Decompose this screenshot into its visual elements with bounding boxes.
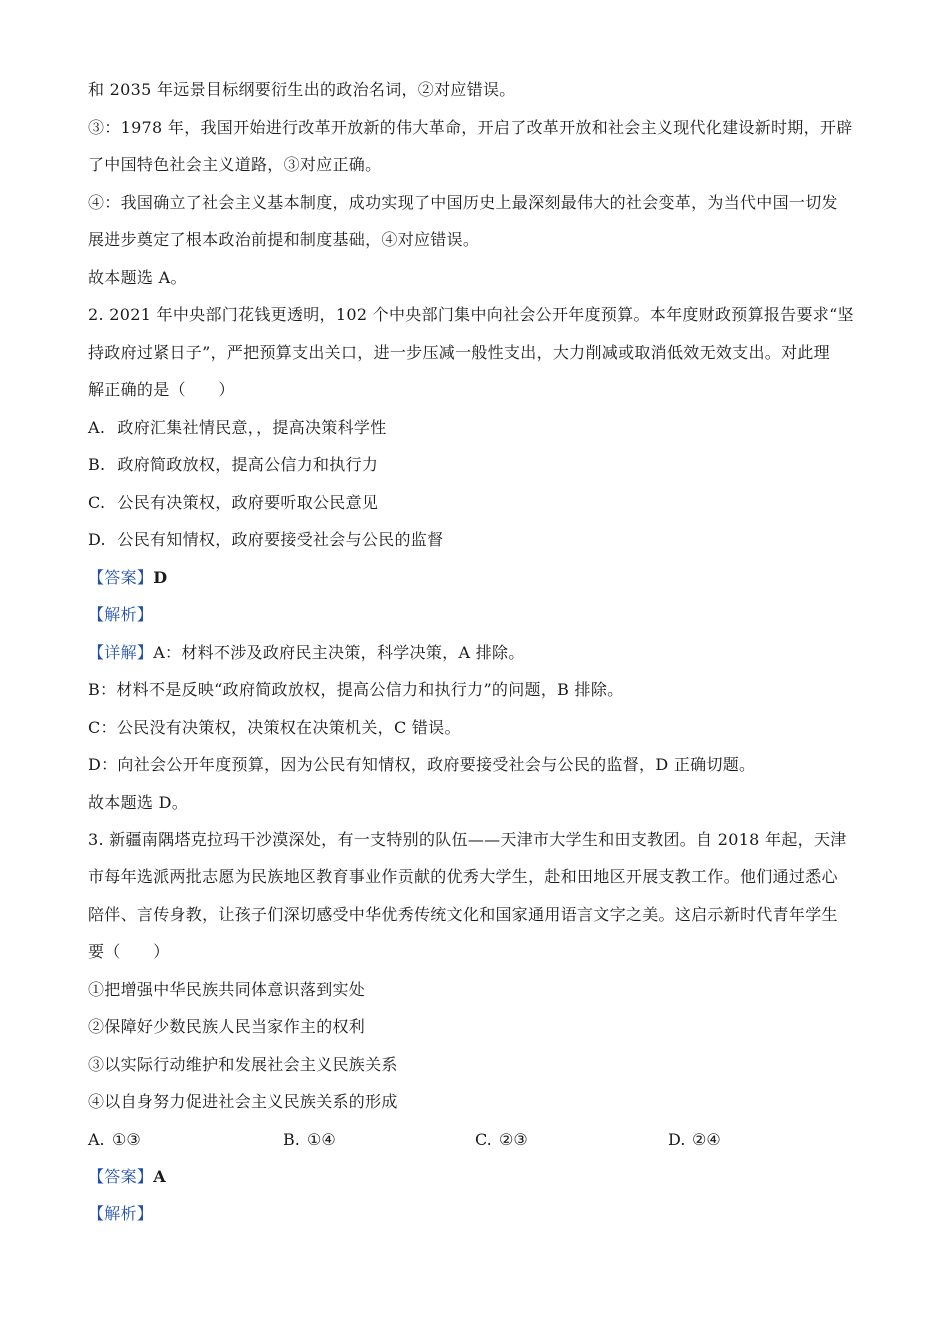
statement-item: ④以自身努力促进社会主义民族关系的形成 (88, 1092, 398, 1111)
choice-text: ②③ (499, 1130, 528, 1149)
choice-text: ①③ (112, 1130, 141, 1149)
detail-tag: 【详解】 (88, 643, 154, 662)
conclusion-text: 故本题选 D。 (88, 793, 189, 812)
option-c (88, 492, 868, 514)
option-label: A. (88, 418, 106, 437)
statement-item: ③以实际行动维护和发展社会主义民族关系 (88, 1055, 398, 1074)
option-label: C. (88, 493, 106, 512)
conclusion-text: 故本题选 A。 (88, 268, 187, 287)
answer-tag: 【答案】 (88, 1167, 154, 1186)
answer-value: D (153, 568, 168, 587)
analysis-tag: 【解析】 (88, 605, 154, 624)
answer-tag: 【答案】 (88, 568, 154, 587)
choice-a (88, 1129, 141, 1151)
choice-label: A. (88, 1130, 105, 1149)
analysis-line: 展进步奠定了根本政治前提和制度基础，④对应错误。 (88, 230, 480, 249)
question-3-stem: 市每年选派两批志愿为民族地区教育事业作贡献的优秀大学生，赴和田地区开展支教工作。他们通过悉心 (88, 867, 838, 886)
question-2-stem: 持政府过紧日子”，严把预算支出关口，进一步压减一般性支出，大力削减或取消低效无效支出。对此理 (88, 343, 830, 362)
detail-text: A：材料不涉及政府民主决策，科学决策，A 排除。 (153, 643, 525, 662)
choice-label: B. (283, 1130, 300, 1149)
analysis-line: ③：1978 年，我国开始进行改革开放新的伟大革命，开启了改革开放和社会主义现代化建设新时期，开辟 (88, 118, 853, 137)
option-label: B. (88, 455, 106, 474)
statement-item: ②保障好少数民族人民当家作主的权利 (88, 1017, 366, 1036)
question-3-stem: 要（ ） (88, 942, 170, 961)
analysis-line: 了中国特色社会主义道路，③对应正确。 (88, 155, 382, 174)
answer-line (88, 1166, 868, 1188)
option-text: 公民有知情权，政府要接受社会与公民的监督 (117, 530, 444, 549)
option-text: 公民有决策权，政府要听取公民意见 (117, 493, 379, 512)
choice-text: ①④ (307, 1130, 336, 1149)
question-3-stem: 3. 新疆南隅塔克拉玛干沙漠深处，有一支特别的队伍——天津市大学生和田支教团。自 2018 年起，天津 (88, 830, 847, 849)
choice-b (283, 1129, 336, 1151)
detail-line: D：向社会公开年度预算，因为公民有知情权，政府要接受社会与公民的监督，D 正确切题。 (88, 755, 756, 774)
question-2-stem: 解正确的是（ ） (88, 380, 235, 399)
analysis-line: ④：我国确立了社会主义基本制度，成功实现了中国历史上最深刻最伟大的社会变革，为当代中国一切发 (88, 193, 838, 212)
analysis-tag: 【解析】 (88, 1204, 154, 1223)
answer-value: A (153, 1167, 166, 1186)
question-2-stem: 2. 2021 年中央部门花钱更透明，102 个中央部门集中向社会公开年度预算。本年度财政预算报告要求“坚 (88, 305, 854, 324)
detail-line (88, 642, 868, 664)
choice-text: ②④ (692, 1130, 721, 1149)
choice-c (475, 1129, 528, 1151)
detail-line: C：公民没有决策权，决策权在决策机关，C 错误。 (88, 718, 461, 737)
option-b (88, 454, 868, 476)
option-d (88, 529, 868, 551)
answer-line (88, 567, 868, 589)
question-3-stem: 陪伴、言传身教，让孩子们深切感受中华优秀传统文化和国家通用语言文字之美。这启示新时代青年学生 (88, 905, 838, 924)
choice-label: C. (475, 1130, 492, 1149)
statement-item: ①把增强中华民族共同体意识落到实处 (88, 980, 366, 999)
option-a (88, 417, 868, 439)
choice-d (668, 1129, 721, 1151)
choice-label: D. (668, 1130, 686, 1149)
option-text: 政府汇集社情民意，，提高决策科学性 (117, 418, 387, 437)
option-text: 政府简政放权，提高公信力和执行力 (117, 455, 379, 474)
option-label: D. (88, 530, 106, 549)
detail-line: B：材料不是反映“政府简政放权，提高公信力和执行力”的问题，B 排除。 (88, 680, 624, 699)
analysis-line: 和 2035 年远景目标纲要衍生出的政治名词，②对应错误。 (88, 80, 516, 99)
